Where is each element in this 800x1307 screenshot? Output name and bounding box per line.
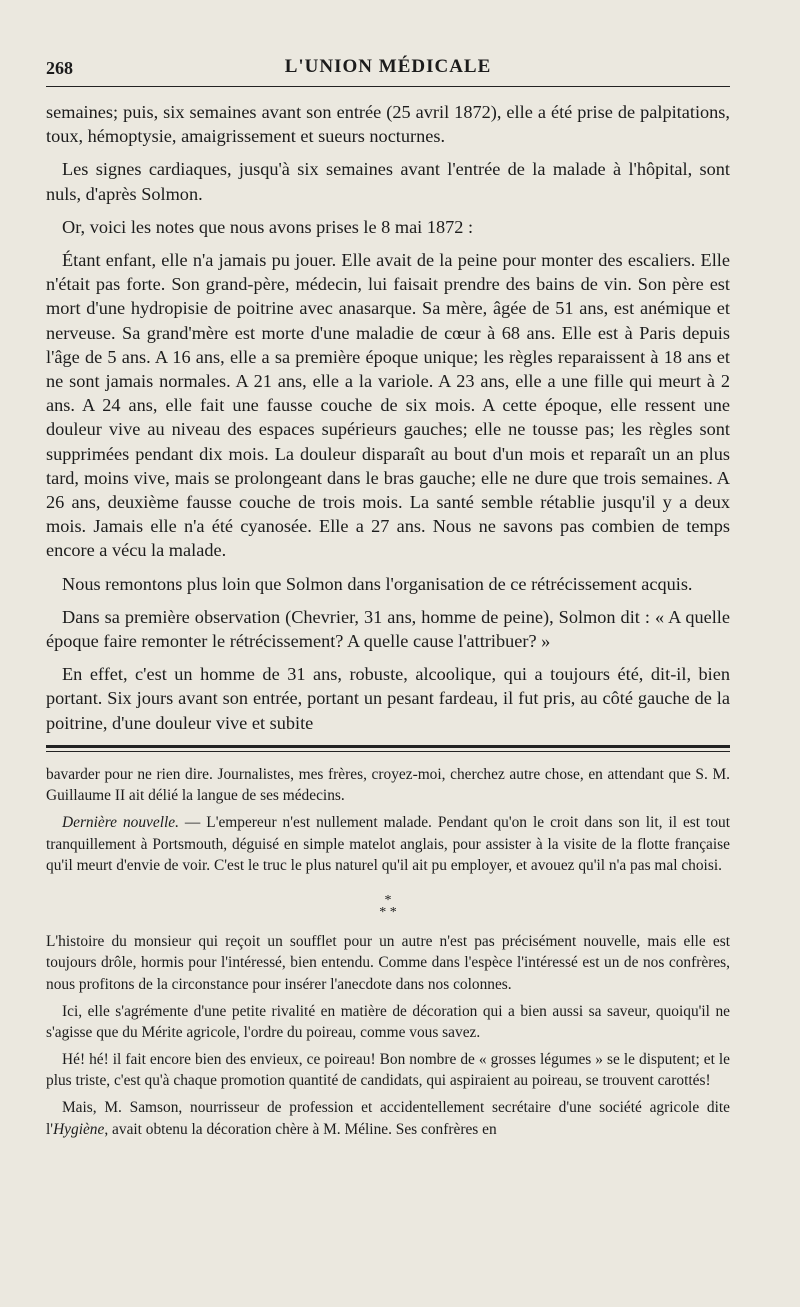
feuilleton-paragraph: Ici, elle s'agrémente d'une petite rivalité en matière de décoration qui a bien aussi sa saveur, quoiqu'il ne s'agisse que du Mérite agricole, l'ordre du poireau, comme vous savez. (46, 1002, 730, 1042)
paragraph-text: — L'empereur n'est nullement malade. Pendant qu'on le croit dans son lit, il est tout tranquillement à Portsmouth, déguisé en simple matelot anglais, pour assister à la visite de la flotte française qu'il meurt d'envie de voir. C'est le truc le plus naturel qu'il ait pu employer, et avouez qu'il n'a pas mal choisi. (46, 814, 730, 875)
paragraph: Or, voici les notes que nous avons prises le 8 mai 1872 : (62, 216, 474, 237)
running-title: L'UNION MÉDICALE (284, 56, 492, 77)
paragraph: En effet, c'est un homme de 31 ans, robuste, alcoolique, qui a toujours été, dit-il, bien portant. Six jours avant son entrée, portant un pesant fardeau, il fut pris, au côté gauche de la poitrine, d'une douleur vive et subite (46, 664, 730, 733)
main-text (46, 100, 730, 735)
paragraph: Dans sa première observation (Chevrier, 31 ans, homme de peine), Solmon dit : « A quelle époque faire remonter le rétrécissement? A quelle cause l'attribuer? » (46, 606, 730, 652)
paragraph: Les signes cardiaques, jusqu'à six semaines avant l'entrée de la malade à l'hôpital, sont nuls, d'après Solmon. (46, 159, 730, 204)
italic-title: Hygiène (53, 1120, 105, 1138)
feuilleton-paragraph (46, 812, 730, 877)
header-rule (46, 86, 730, 87)
feuilleton-paragraph: Hé! hé! il fait encore bien des envieux, ce poireau! Bon nombre de « grosses légumes » se le disputent; et le plus triste, c'est qu'à chaque promotion quantité de candidats, qui aspiraient au poireau, se trouvent carottés! (46, 1050, 730, 1090)
paragraph-text: Mais, M. Samson, nourrisseur de profession et accidentellement secrétaire d'une société agricole dite l' (46, 1099, 730, 1138)
paragraph-text: , avait obtenu la décoration chère à M. Méline. Ses confrères en (104, 1120, 497, 1138)
feuilleton-paragraph (46, 1097, 730, 1140)
paragraph: Étant enfant, elle n'a jamais pu jouer. Elle avait de la peine pour monter des escaliers. Elle n'était pas forte. Son grand-père, médecin, lui faisait prendre des bains de vin. Son père est mort d'une hydropisie de poitrine avec anasarque. Sa mère, âgée de 51 ans, est anémique et nerveuse. Sa grand'mère est morte d'une maladie de cœur à 68 ans. Elle est à Paris depuis l'âge de 5 ans. A 16 ans, elle a sa première époque unique; les règles reparaissent à 18 ans et ne sont jamais normales. A 21 ans, elle a la variole. A 23 ans, elle a une fille qui meurt à 2 ans. A 24 ans, elle fait une fausse couche de six mois. A cette époque, elle ressent une douleur vive au niveau des espaces supérieurs gauches; elle ne tousse pas; les règles sont supprimées pendant dix mois. La douleur disparaît au bout d'un mois et reparaît un an plus tard, moins vive, mais se prolongeant dans le bras gauche; elle ne dure que trois semaines. A 26 ans, deuxième fausse couche de trois mois. La santé semble rétablie jusqu'il y a deux mois. Jamais elle n'a été cyanosée. Elle a 27 ans. Nous ne savons pas combien de temps encore a vécu la malade. (46, 250, 730, 561)
paragraph: semaines; puis, six semaines avant son entrée (25 avril 1872), elle a été prise de palpitations, toux, hémoptysie, amaigrissement et sueurs nocturnes. (46, 102, 730, 147)
feuilleton-paragraph: bavarder pour ne rien dire. Journalistes, mes frères, croyez-moi, cherchez autre chose, en attendant que S. M. Guillaume II ait délié la langue de ses médecins. (46, 765, 730, 805)
feuilleton-divider (46, 745, 730, 752)
asterism-top: * (384, 892, 392, 908)
feuilleton-section (46, 764, 730, 1140)
asterism-bottom: * * (379, 904, 397, 920)
asterism (46, 892, 730, 920)
page-number: 268 (46, 58, 73, 78)
feuilleton-paragraph: L'histoire du monsieur qui reçoit un soufflet pour un autre n'est pas précisément nouvelle, mais elle est toujours drôle, hormis pour l'intéressé, bien entendu. Comme dans l'espèce l'intéressé est un de nos confrères, nous profitons de la circonstance pour insérer l'anecdote dans nos colonnes. (46, 932, 730, 994)
page-header (46, 52, 730, 86)
italic-lead: Dernière nouvelle. (62, 814, 179, 832)
paragraph: Nous remontons plus loin que Solmon dans l'organisation de ce rétrécissement acquis. (62, 573, 693, 594)
